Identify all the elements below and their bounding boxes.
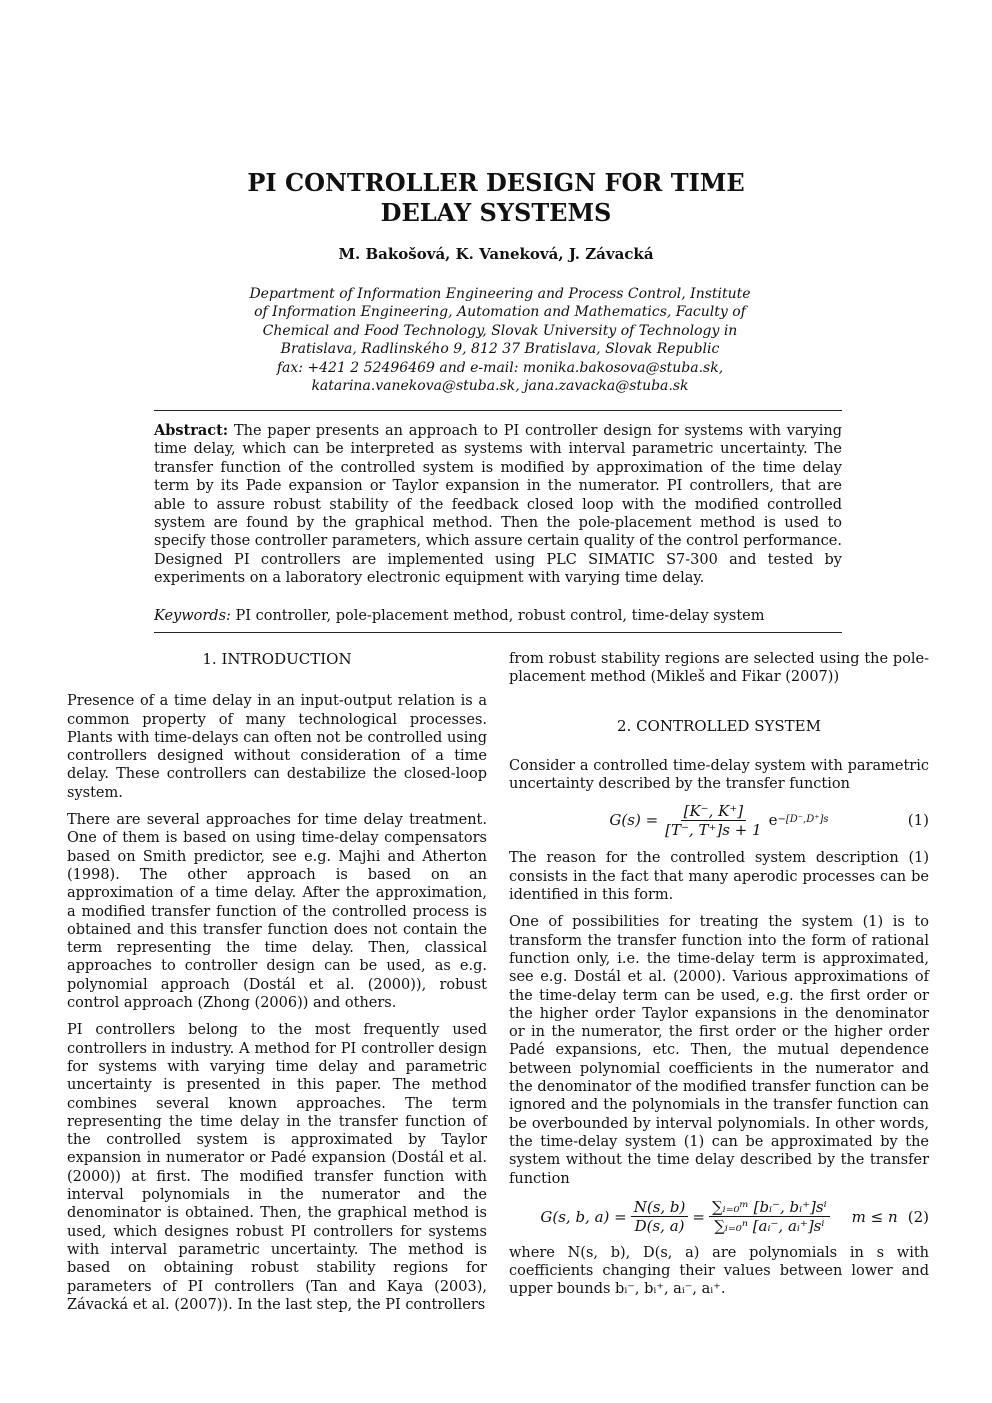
eq1-exponent: −[D⁻,D⁺]s — [777, 814, 829, 826]
abstract — [154, 422, 842, 588]
paragraph: The reason for the controlled system description (1) consists in the fact that many aperodic processes can be identified in this form. — [509, 850, 929, 904]
keywords-label: Keywords: — [154, 608, 231, 624]
affiliation — [230, 285, 770, 395]
title-line-1: PI CONTROLLER DESIGN FOR TIME — [247, 168, 745, 197]
equation-number: (2) — [907, 1207, 929, 1226]
paragraph: PI controllers belong to the most frequently used controllers in industry. A method for PI controller design for systems with varying time delay and parametric uncertainty is presented in this paper. The method combines several known approaches. The term representing the time delay in the transfer function of the controlled system is approximated by Taylor expansion in numerator or Padé expansion (Dostál et al. (2000)) at first. The modified transfer function with interval polynomials in the numerator and the denominator is obtained. Then, the graphical method is used, which designes robust PI controllers for systems with interval parametric uncertainty. The method is based on obtaining robust stability regions for parameters of PI controllers (Tan and Kaya (2003), Závacká et al. (2007)). In the last step, the PI controllers — [67, 1022, 487, 1313]
paragraph-continuation: from robust stability regions are selected using the pole-placement method (Mikleš and Fikar (2007)) — [509, 651, 929, 686]
abstract-top-rule — [154, 410, 842, 411]
eq1-numerator: [K⁻, K⁺] — [681, 802, 747, 821]
eq1-denominator: [T⁻, T⁺]s + 1 — [665, 820, 762, 839]
equation-1 — [509, 797, 929, 843]
affiliation-line: of Information Engineering, Automation and Mathematics, Faculty of — [254, 304, 746, 321]
section-heading-introduction: 1. INTRODUCTION — [202, 650, 352, 668]
eq2-equals: = — [692, 1207, 705, 1226]
affiliation-line: fax: +421 2 52496469 and e-mail: monika.bakosova@stuba.sk, — [276, 359, 724, 376]
paragraph: There are several approaches for time delay treatment. One of them is based on using time-delay compensators based on Smith predictor, see e.g. Majhi and Atherton (1998). The other approach is based on an approximation of a time delay. After the approximation, a modified transfer function of the controlled process is obtained and this transfer function does not contain the term representing the time delay. Then, classical approaches to controller design can be used, as e.g. polynomial approach (Dostál et al. (2000)), robust control approach (Zhong (2006)) and others. — [67, 812, 487, 1012]
eq2-fraction-2 — [709, 1198, 830, 1235]
title-line-2: DELAY SYSTEMS — [380, 198, 612, 227]
equation-number: (1) — [907, 811, 929, 830]
equation-2 — [509, 1194, 929, 1240]
affiliation-line: Chemical and Food Technology, Slovak University of Technology in — [262, 322, 738, 339]
eq1-fraction — [662, 802, 764, 839]
paper-title — [0, 168, 992, 228]
affiliation-line: katarina.vanekova@stuba.sk, jana.zavacka@stuba.sk — [311, 378, 689, 395]
abstract-label: Abstract: — [154, 422, 229, 439]
right-column — [509, 650, 929, 1299]
paragraph: where N(s, b), D(s, a) are polynomials in s with coefficients changing their values between lower and upper bounds bᵢ⁻, bᵢ⁺, aᵢ⁻, aᵢ⁺. — [509, 1244, 929, 1298]
eq2-denominator-1: D(s, a) — [634, 1217, 685, 1236]
eq2-lhs: G(s, b, a) = — [540, 1207, 627, 1226]
eq2-numerator-2: ∑ᵢ₌₀ᵐ [bᵢ⁻, bᵢ⁺]sⁱ — [709, 1198, 830, 1217]
abstract-bottom-rule — [154, 632, 842, 633]
keywords — [154, 608, 842, 624]
eq2-condition: m ≤ n — [851, 1207, 898, 1226]
paragraph: Presence of a time delay in an input-output relation is a common property of many technological processes. Plants with time-delays can often not be controlled using controllers designed without consideration of a time delay. These controllers can destabilize the closed-loop system. — [67, 693, 487, 801]
abstract-text: The paper presents an approach to PI controller design for systems with varying time delay, which can be interpreted as systems with interval parametric uncertainty. The transfer function of the controlled system is modified by approximation of the time delay term by its Pade expansion or Taylor expansion in the numerator. PI controllers, that are able to assure robust stability of the feedback closed loop with the modified controlled system are found by the graphical method. Then the pole-placement method is used to specify those controller parameters, which assure certain quality of the control performance. Designed PI controllers are implemented using PLC SIMATIC S7-300 and tested by experiments on a laboratory electronic equipment with varying time delay. — [154, 423, 843, 587]
authors: M. Bakošová, K. Vaneková, J. Závacká — [338, 245, 654, 263]
eq1-exp-base: e — [768, 811, 778, 830]
affiliation-line: Department of Information Engineering and Process Control, Institute — [249, 286, 751, 302]
paragraph: One of possibilities for treating the system (1) is to transform the transfer function into the form of rational function only, i.e. the time-delay term is approximated, see e.g. Dostál et al. (2000). Various approximations of the time-delay term can be used, e.g. the first order or the higher order Taylor expansions in the denominator or in the numerator, the first order or the higher order Padé expansions, etc. Then, the mutual dependence between polynomial coefficients in the numerator and the denominator of the modified transfer function can be ignored and the polynomials in the transfer function can be overbounded by interval polynomials. In other words, the time-delay system (1) can be approximated by the system without the time delay described by the transfer function — [509, 914, 929, 1187]
affiliation-line: Bratislava, Radlinského 9, 812 37 Bratislava, Slovak Republic — [280, 341, 720, 358]
eq2-fraction-1 — [631, 1198, 689, 1235]
eq1-lhs: G(s) = — [609, 811, 659, 830]
section-heading-controlled-system: 2. CONTROLLED SYSTEM — [616, 716, 821, 735]
eq2-denominator-2: ∑ᵢ₌₀ⁿ [aᵢ⁻, aᵢ⁺]sⁱ — [714, 1217, 825, 1236]
eq2-numerator-1: N(s, b) — [631, 1198, 689, 1217]
paragraph: Consider a controlled time-delay system with parametric uncertainty described by the transfer function — [509, 757, 929, 793]
left-column — [67, 650, 487, 1314]
keywords-text: PI controller, pole-placement method, robust control, time-delay system — [235, 608, 765, 624]
